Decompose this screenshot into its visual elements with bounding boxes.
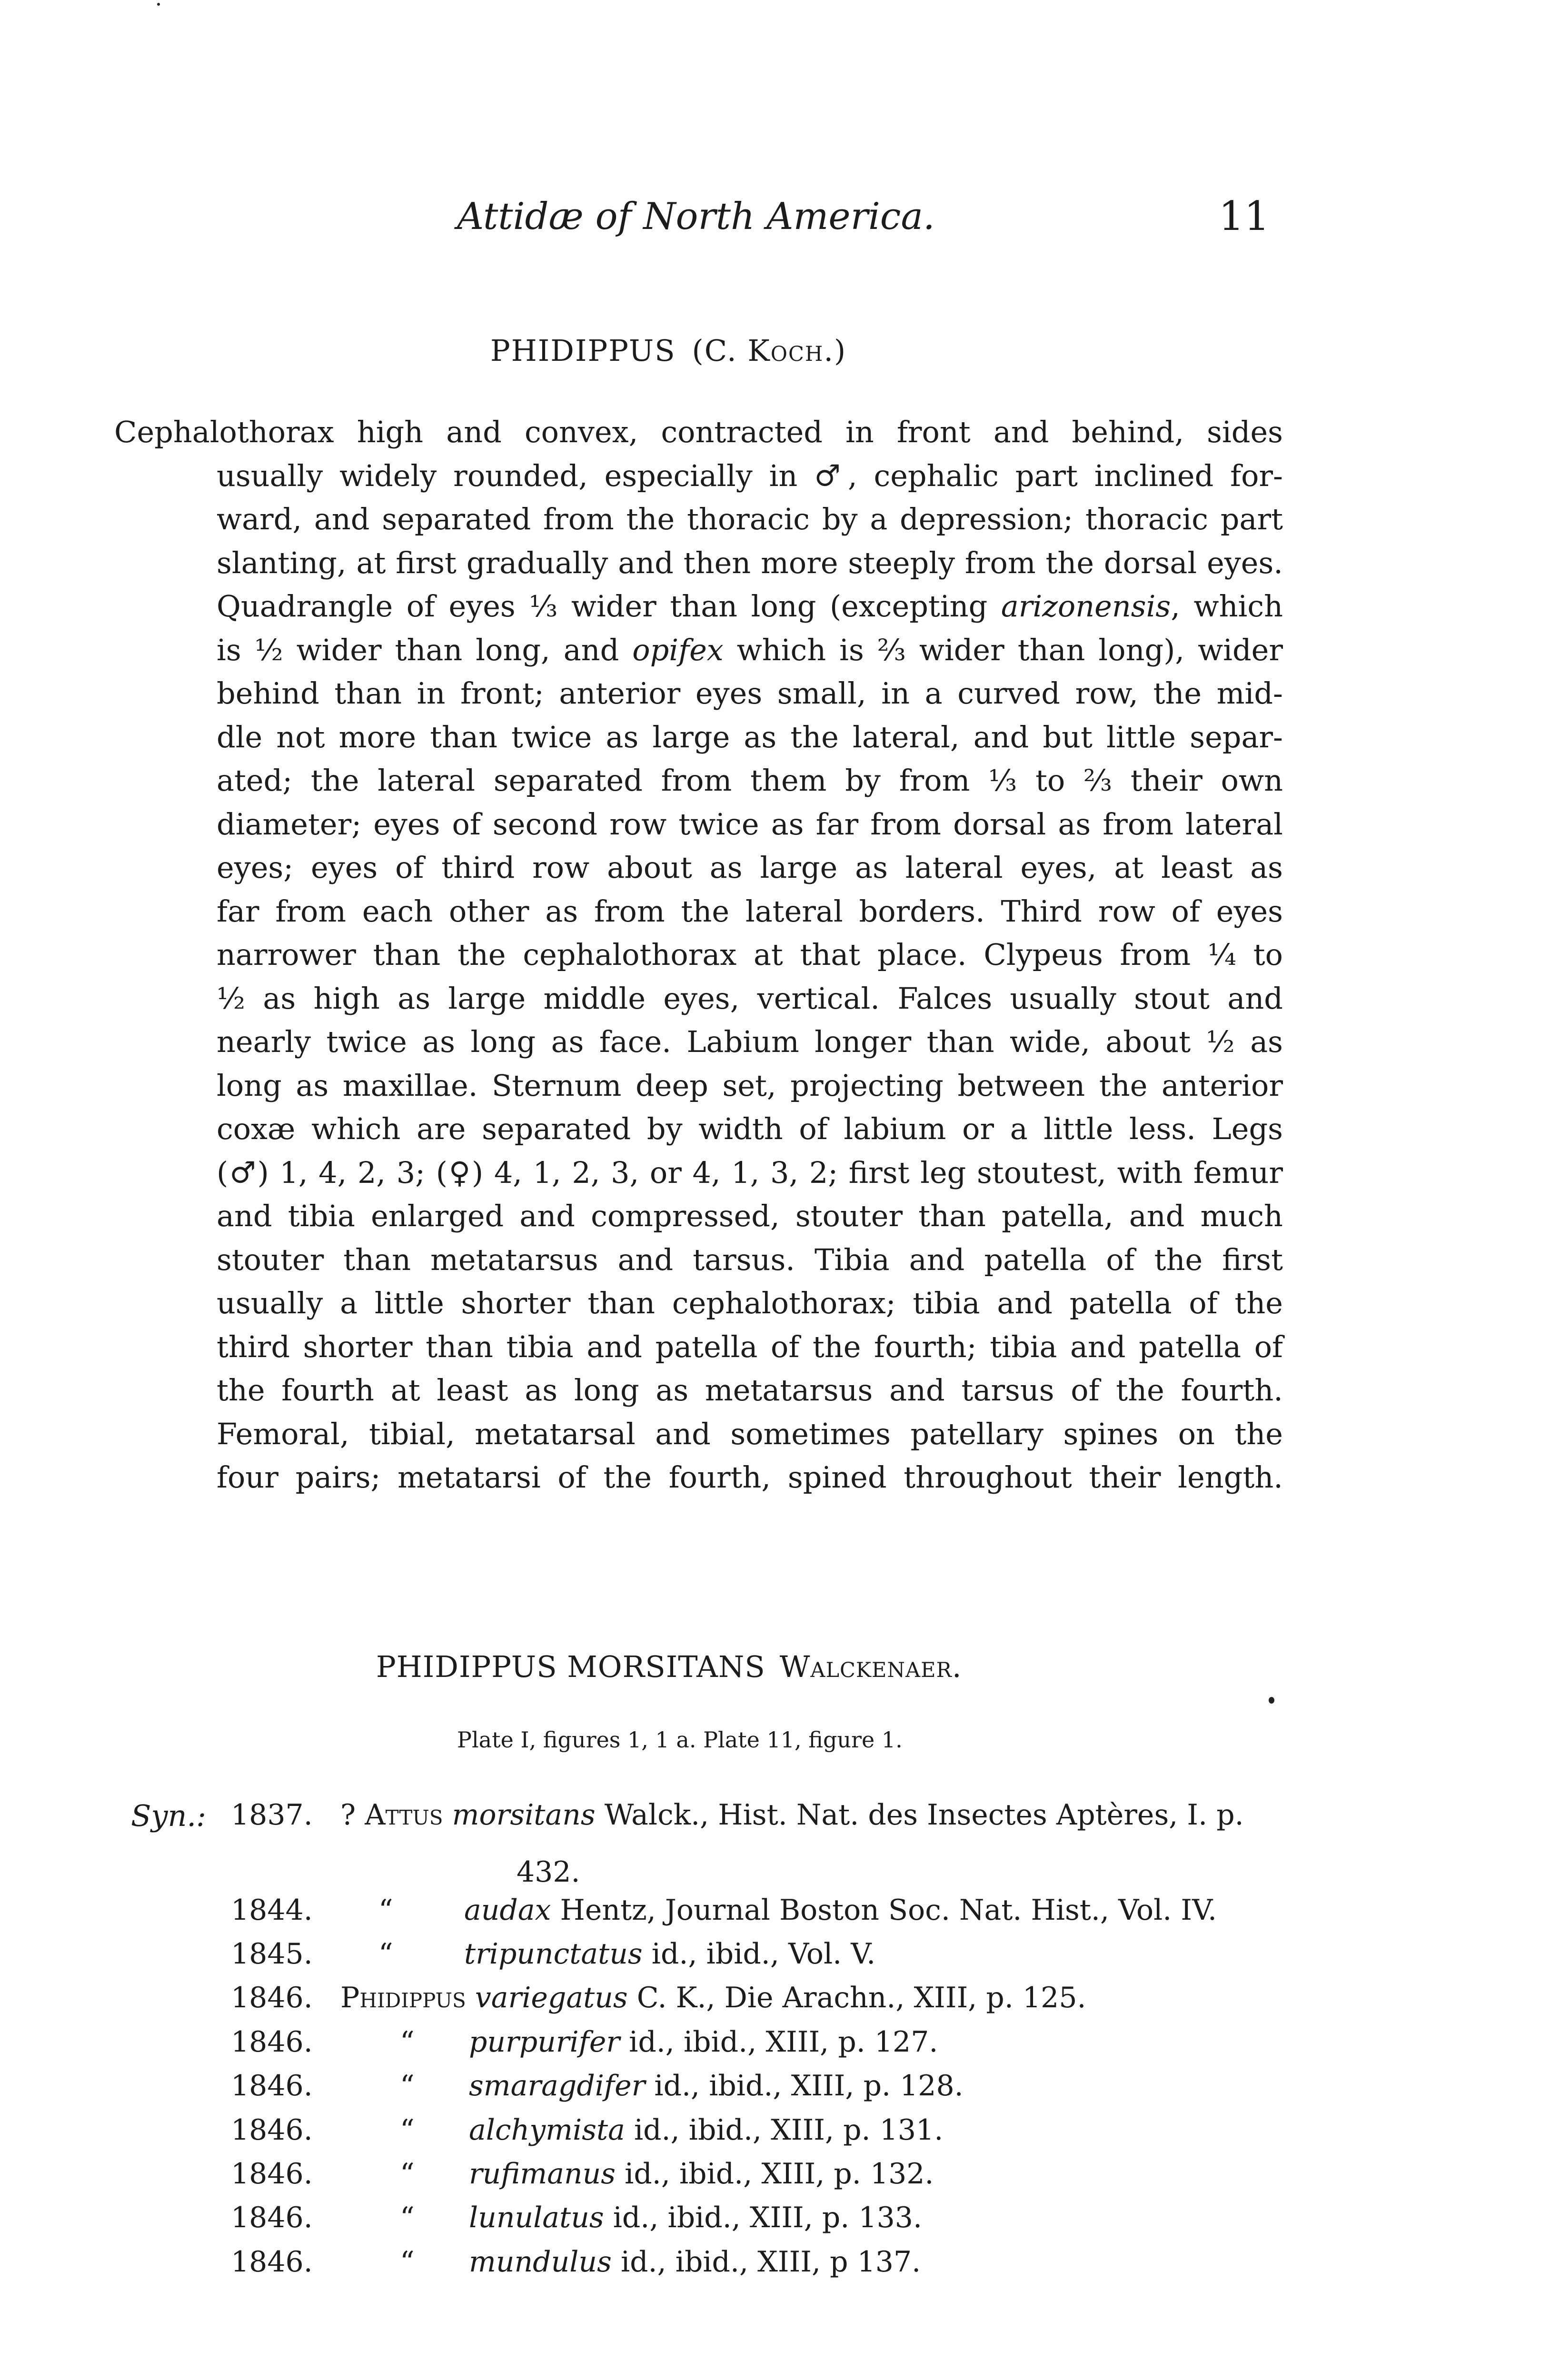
description-line: long as maxillae. Sternum deep set, projecting between the anterior <box>217 1068 1283 1103</box>
description-line: diameter; eyes of second row twice as far from dorsal as from lateral <box>217 806 1283 842</box>
description-line: usually a little shorter than cephalothorax; tibia and patella of the <box>217 1286 1283 1320</box>
description-line: slanting, at first gradually and then more steeply from the dorsal eyes. <box>217 545 1283 580</box>
description-line: ated; the lateral separated from them by from ⅓ to ⅔ their own <box>217 763 1283 798</box>
description-line: eyes; eyes of third row about as large as lateral eyes, at least as <box>217 850 1283 885</box>
page-number: 11 <box>1219 193 1270 239</box>
description-line: usually widely rounded, especially in ♂, cephalic part inclined for- <box>217 458 1283 493</box>
description-line: ½ as high as large middle eyes, vertical. Falces usually stout and <box>217 981 1283 1016</box>
description-line: dle not more than twice as large as the lateral, and but little separ- <box>217 719 1283 754</box>
plate-reference: Plate I, figures 1, 1 a. Plate 11, figure 1. <box>457 1727 903 1753</box>
genus-authority: (C. Koch.) <box>692 333 847 368</box>
description-line: coxæ which are separated by width of labium or a little less. Legs <box>217 1111 1283 1146</box>
description-line: third shorter than tibia and patella of the fourth; tibia and patella of <box>217 1329 1283 1364</box>
synonym-year: 1837. <box>231 1798 313 1832</box>
book-page: Attidæ of North America. 11 PHIDIPPUS (C. Koch.) Cephalothorax high and convex, contracted in front and behind, sides usually widely rounded, especially in ♂, cephalic part inclined for- ward, and separated from the thoracic by a depression; thoracic part slanting, at first gradually and then more steeply from the dorsal eyes. Quadrangle of eyes ⅓ wider than long (excepting arizonensis, which is ½ wider than long, and opifex which is ⅔ wider than long), wider behind than in front; anterior eyes small, in a curved row, the mid- dle not more than twice as large as the lateral, and but little separ- ated; the lateral separated from them by from ⅓ to ⅔ their own diameter; eyes of second row twice as far from dorsal as from lateral eyes; eyes of third row about as large as lateral eyes, at least as far from each other as from the lateral borders. Third row of eyes narrower than the cephalothorax at that place. Clypeus from ¼ to ½ as high as large middle eyes, vertical. Falces usually stout and nearly twice as long as face. Labium longer than wide, about ½ as long as maxillae. Sternum deep set, projecting between the anterior coxæ which are separated by width of labium or a little less. Legs (♂) 1, 4, 2, 3; (♀) 4, 1, 2, 3, or 4, 1, 3, 2; first leg stoutest, with femur and tibia enlarged and compressed, stouter than patella, and much stouter than metatarsus and tarsus. Tibia and patella of the first usually a little shorter than cephalothorax; tibia and patella of the third shorter than tibia and patella of the fourth; tibia and patella of the fourth at least as long as metatarsus and tarsus of the fourth. Femoral, tibial, metatarsal and sometimes patellary spines on the four pairs; metatarsi of the fourth, spined throughout their length. PHIDIPPUS MORSITANS Walckenaer. Plate I, figures 1, 1 a. Plate 11, figure 1. Syn.: 1837. ? Attus morsitans Walck., Hist. Nat. des Insectes Aptères, I. p. 432. 1844. “ audax Hentz, Journal Boston Soc. Nat. Hist., Vol. IV. 1845. “ tripunctatus id., ibid., Vol. V. 1846. Phidippus variegatus C. K., Die Arachn., XIII, p. 125. 1846. “ purpurifer id., ibid., XIII, p. 127. 1846. “ smaragdifer id., ibid., XIII, p. 128. 1846. “ alchymista id., ibid., XIII, p. 131. 1846. “ rufimanus id., ibid., XIII, p. 132. 1846. “ lunulatus id., ibid., XIII, p. 133. 1846. “ mundulus id., ibid., XIII, p 137. <box>0 0 1550 2380</box>
description-line: Cephalothorax high and convex, contracted in front and behind, sides <box>114 415 1283 449</box>
description-line: ward, and separated from the thoracic by a depression; thoracic part <box>217 502 1283 536</box>
synonym-citation: ? Attus morsitans Walck., Hist. Nat. des Insectes Aptères, I. p. <box>340 1798 1244 1832</box>
synonym-continuation: 432. <box>517 1855 580 1889</box>
description-line: is ½ wider than long, and opifex which is ⅔ wider than long), wider <box>217 632 1283 667</box>
description-line: nearly twice as long as face. Labium longer than wide, about ½ as <box>217 1024 1283 1059</box>
synonymy-label: Syn.: <box>131 1798 207 1833</box>
species-authority: Walckenaer. <box>779 1649 962 1684</box>
description-line: four pairs; metatarsi of the fourth, spined throughout their length. <box>217 1460 1283 1495</box>
species-heading <box>376 1649 962 1684</box>
genus-heading <box>490 333 846 368</box>
description-line: and tibia enlarged and compressed, stouter than patella, and much <box>217 1199 1283 1233</box>
description-line: behind than in front; anterior eyes small, in a curved row, the mid- <box>217 676 1283 711</box>
description-line: (♂) 1, 4, 2, 3; (♀) 4, 1, 2, 3, or 4, 1, 3, 2; first leg stoutest, with femur <box>217 1155 1283 1190</box>
genus-name: PHIDIPPUS <box>490 333 676 368</box>
ink-speck <box>157 3 160 6</box>
description-line: the fourth at least as long as metatarsus and tarsus of the fourth. <box>217 1373 1283 1408</box>
ink-speck <box>1269 1697 1274 1704</box>
species-name: PHIDIPPUS MORSITANS <box>376 1649 765 1684</box>
description-line: far from each other as from the lateral borders. Third row of eyes <box>217 893 1283 929</box>
description-line: stouter than metatarsus and tarsus. Tibia and patella of the first <box>217 1242 1283 1277</box>
description-line: narrower than the cephalothorax at that place. Clypeus from ¼ to <box>217 937 1283 972</box>
description-line: Femoral, tibial, metatarsal and sometimes patellary spines on the <box>217 1416 1283 1451</box>
description-line: Quadrangle of eyes ⅓ wider than long (excepting arizonensis, which <box>217 589 1283 624</box>
running-title: Attidæ of North America. <box>457 195 935 238</box>
